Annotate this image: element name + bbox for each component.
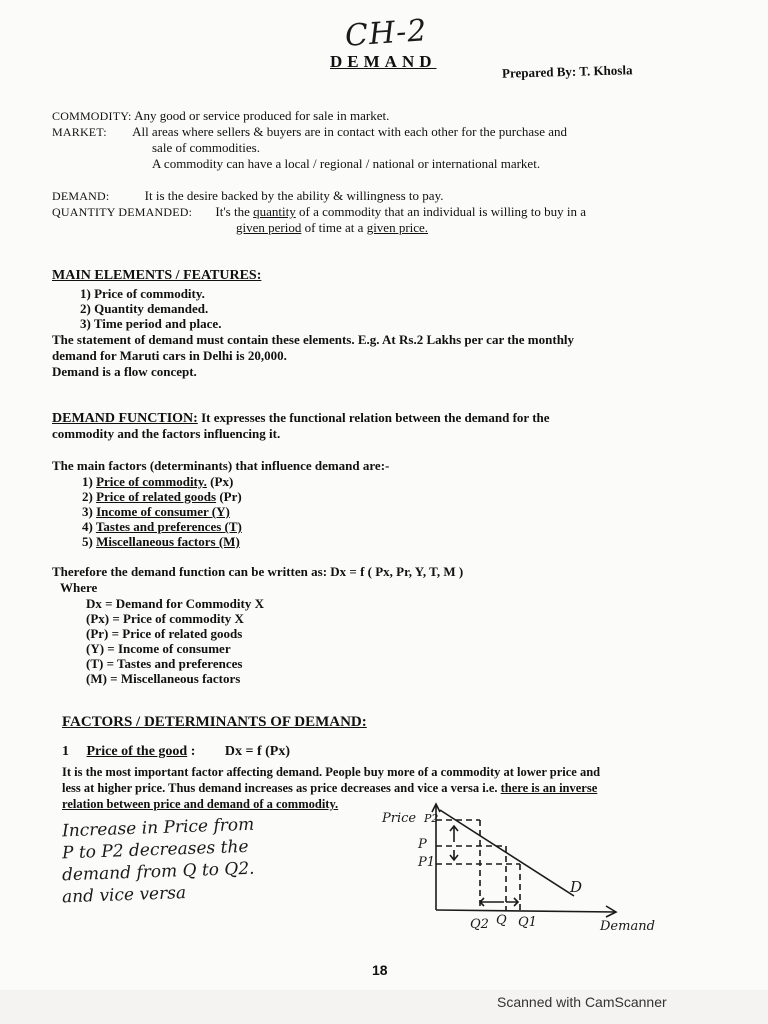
list-item: Dx = Demand for Commodity X — [86, 596, 264, 611]
handwritten-note — [61, 814, 255, 908]
item-colon: : — [187, 744, 196, 759]
scanner-watermark: Scanned with CamScanner — [497, 994, 667, 1010]
commodity-definition — [52, 108, 389, 124]
list-item: 1) Price of commodity. — [80, 286, 205, 301]
quantity-demanded-definition — [52, 204, 586, 220]
demand-function-heading: DEMAND FUNCTION: — [52, 411, 198, 426]
q2-label: Q2 — [470, 917, 489, 932]
demand-curve-label: D — [570, 878, 583, 896]
note-line: P to P2 decreases the — [61, 836, 249, 864]
factor-text: Price of commodity. — [96, 474, 207, 489]
item-title: Price of the good — [86, 744, 188, 759]
factors-list — [82, 474, 242, 549]
list-item: 3) Time period and place. — [80, 316, 222, 331]
flow-concept: Demand is a flow concept. — [52, 364, 197, 379]
demand-function-text-2: commodity and the factors influencing it. — [52, 426, 281, 441]
left-arrow-icon — [480, 898, 504, 906]
demand-axis-label: Demand — [600, 919, 655, 934]
list-item: (M) = Miscellaneous factors — [86, 671, 241, 686]
qd-text-2c: given price. — [366, 220, 429, 235]
page-title: DEMAND — [330, 52, 437, 71]
main-elements-heading: MAIN ELEMENTS / FEATURES: — [52, 268, 262, 283]
p1-label: P1 — [418, 855, 436, 870]
page-number: 18 — [372, 962, 388, 978]
demand-function-text-1: It expresses the functional relation between the demand for the — [197, 410, 550, 425]
qd-text-1a: It's the — [215, 204, 254, 219]
where-list — [86, 596, 264, 686]
market-definition — [52, 124, 567, 140]
determinants-text-1: It is the most important factor affecting demand. People buy more of a commodity at lower price and — [62, 765, 601, 779]
q1-label: Q1 — [518, 915, 537, 930]
factor-num: 4) — [82, 519, 93, 534]
demand-text: It is the desire backed by the ability & willingness to pay. — [144, 188, 444, 203]
factor-text: Income of consumer (Y) — [96, 504, 230, 519]
commodity-text: Any good or service produced for sale in market. — [134, 108, 390, 123]
list-item: (T) = Tastes and preferences — [86, 656, 243, 671]
demand-definition — [52, 188, 443, 204]
function-written-as: Therefore the demand function can be written as: Dx = f ( Px, Pr, Y, T, M ) — [52, 564, 464, 579]
demand-label: DEMAND: — [52, 189, 110, 203]
qd-text-2b: of time at a — [301, 220, 367, 235]
determinant-item-1 — [62, 744, 290, 760]
qd-label: QUANTITY DEMANDED: — [52, 205, 193, 219]
determinants-text-2a: less at higher price. Thus demand increases as price decreases and vice a versa i.e. — [62, 781, 501, 795]
chapter-label: CH-2 — [343, 13, 429, 54]
p2-label: P2 — [424, 812, 439, 825]
factor-suffix: (Pr) — [216, 489, 242, 504]
item-formula: Dx = f (Px) — [224, 744, 291, 759]
determinants-text-2 — [62, 780, 597, 796]
factor-text: Price of related goods — [96, 489, 217, 504]
market-label: MARKET: — [52, 125, 107, 139]
market-text-2: sale of commodities. — [152, 140, 260, 155]
qd-text-2 — [236, 220, 428, 236]
prepared-by: Prepared By: T. Khosla — [501, 62, 633, 81]
commodity-label: COMMODITY: — [52, 109, 132, 123]
demand-curve-line — [440, 810, 574, 896]
qd-text-2a: given period — [236, 220, 302, 235]
down-arrow-icon — [450, 850, 458, 860]
demand-curve-diagram — [378, 800, 688, 940]
demand-axis-line — [436, 910, 616, 912]
q-label: Q — [496, 913, 507, 928]
list-item — [82, 489, 242, 504]
list-item — [82, 519, 242, 534]
factor-suffix: (Px) — [206, 474, 234, 489]
determinants-text-3: relation between price and demand of a commodity. — [62, 797, 339, 811]
determinants-text-2u: there is an inverse — [500, 781, 598, 795]
factor-text: Tastes and preferences (T) — [95, 519, 242, 534]
main-elements-list — [80, 286, 221, 331]
factor-num: 1) — [82, 474, 93, 489]
factor-num: 2) — [82, 489, 93, 504]
determinants-heading: FACTORS / DETERMINANTS OF DEMAND: — [62, 714, 367, 730]
list-item — [82, 504, 242, 519]
note-line: and vice versa — [61, 883, 187, 908]
elements-statement-2: demand for Maruti cars in Delhi is 20,000. — [52, 348, 287, 363]
qd-text-1b: quantity — [253, 204, 296, 219]
note-line: Increase in Price from — [61, 814, 255, 842]
price-axis-label: Price — [382, 811, 417, 826]
factors-intro: The main factors (determinants) that influence demand are:- — [52, 458, 390, 473]
note-line: demand from Q to Q2. — [61, 858, 255, 886]
where-label: Where — [60, 580, 98, 595]
up-arrow-icon — [450, 826, 458, 842]
factor-text: Miscellaneous factors (M) — [96, 534, 240, 549]
market-text-1: All areas where sellers & buyers are in contact with each other for the purchase and — [132, 124, 568, 139]
item-num: 1 — [62, 744, 69, 759]
list-item: (Pr) = Price of related goods — [86, 626, 243, 641]
right-arrow-icon — [506, 898, 518, 906]
factor-num: 3) — [82, 504, 93, 519]
list-item: (Y) = Income of consumer — [86, 641, 231, 656]
market-text-3: A commodity can have a local / regional / national or international market. — [152, 156, 541, 171]
factor-num: 5) — [82, 534, 93, 549]
elements-statement-1: The statement of demand must contain these elements. E.g. At Rs.2 Lakhs per car the monthly — [52, 332, 575, 347]
demand-function-line — [52, 410, 550, 427]
list-item: 2) Quantity demanded. — [80, 301, 209, 316]
list-item: (Px) = Price of commodity X — [86, 611, 244, 626]
list-item — [82, 534, 242, 549]
p-label: P — [418, 837, 427, 852]
qd-text-1c: of a commodity that an individual is willing to buy in a — [295, 204, 587, 219]
list-item — [82, 474, 242, 489]
